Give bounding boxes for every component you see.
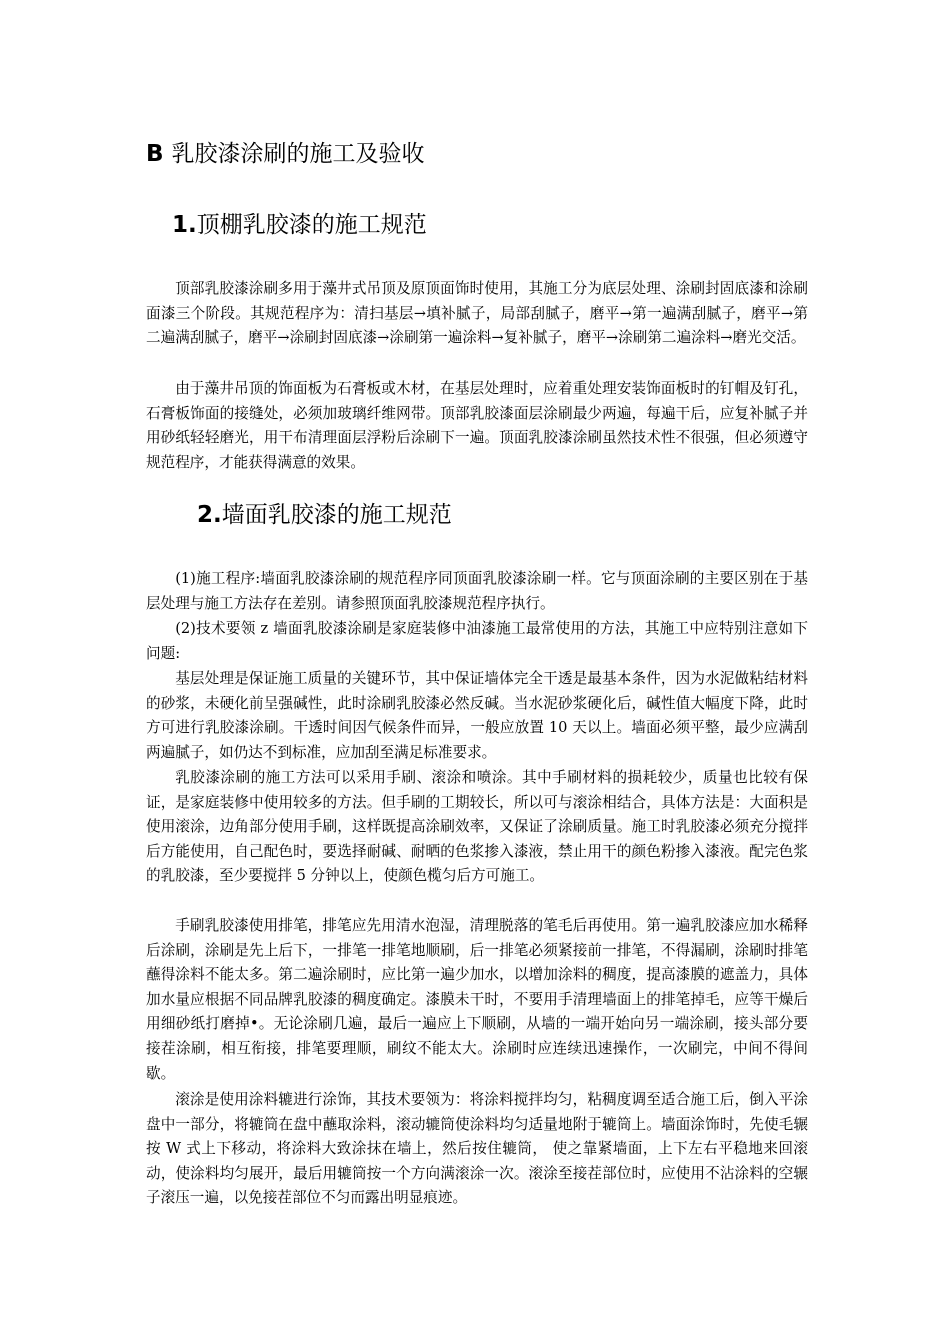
section-heading-wall bbox=[197, 499, 452, 531]
paragraph: (2)技术要领 z 墙面乳胶漆涂刷是家庭装修中油漆施工最常使用的方法，其施工中应特别注意如下问题: bbox=[146, 620, 808, 662]
paragraph: (1)施工程序:墙面乳胶漆涂刷的规范程序同顶面乳胶漆涂刷一样。它与顶面涂刷的主要区别在于基层处理与施工方法存在差别。请参照顶面乳胶漆规范程序执行。 bbox=[146, 570, 808, 612]
title-letter: B bbox=[146, 141, 164, 167]
section-heading-ceiling bbox=[172, 209, 427, 241]
paragraph: 手刷乳胶漆使用排笔，排笔应先用清水泡湿，清理脱落的笔毛后再使用。第一遍乳胶漆应加水稀释后涂刷，涂刷是先上后下，一排笔一排笔地顺刷，后一排笔必须紧接前一排笔，不得漏刷，涂刷时排笔蘸得涂料不能太多。第二遍涂刷时，应比第一遍少加水，以增加涂料的稠度，提高漆膜的遮盖力，具体加水量应根据不同品牌乳胶漆的稠度确定。漆膜未干时，不要用手清理墙面上的排笔掉毛，应等干燥后用细砂纸打磨掉•。无论涂刷几遍，最后一遍应上下顺刷，从墙的一端开始向另一端涂刷，接头部分要接茬涂刷，相互衔接，排笔要理顺，刷纹不能太大。涂刷时应连续迅速操作，一次刷完，中间不得间歇。 bbox=[146, 917, 808, 1082]
paragraph: 顶部乳胶漆涂刷多用于藻井式吊顶及原顶面饰时使用，其施工分为底层处理、涂刷封固底漆和涂刷面漆三个阶段。其规范程序为：清扫基层→填补腻子，局部刮腻子，磨平→第一遍满刮腻子，磨平→第二遍满刮腻子，磨平→涂刷封固底漆→涂刷第一遍涂料→复补腻子，磨平→涂刷第二遍涂料→磨光交活。 bbox=[146, 280, 808, 347]
section-number: 2. bbox=[197, 502, 222, 528]
page-title bbox=[146, 138, 425, 170]
paragraph: 滚涂是使用涂料辘进行涂饰，其技术要领为：将涂料搅拌均匀，粘稠度调至适合施工后，倒入平涂盘中一部分，将辘筒在盘中蘸取涂料，滚动辘筒使涂料均匀适量地附于辘筒上。墙面涂饰时，先使毛辗按 W 式上下移动，将涂料大致涂抹在墙上，然后按住辘筒， 使之靠紧墙面，上下左右平稳地来回滚动，使涂料均匀展开，最后用辘筒按一个方向满滚涂一次。滚涂至接茬部位时，应使用不沾涂料的空辗子滚压一遍，以免接茬部位不匀而露出明显痕迹。 bbox=[146, 1091, 808, 1207]
paragraph: 基层处理是保证施工质量的关键环节，其中保证墙体完全干透是最基本条件，因为水泥做粘结材料的砂浆，未硬化前呈强碱性，此时涂刷乳胶漆必然反碱。当水泥砂浆硬化后，碱性值大幅度下降，此时方可进行乳胶漆涂刷。干透时间因气候条件而异，一般应放置 10 天以上。墙面必须平整，最少应满刮两遍腻子，如仍达不到标准，应加刮至满足标准要求。 bbox=[146, 670, 808, 761]
paragraph: 乳胶漆涂刷的施工方法可以采用手刷、滚涂和喷涂。其中手刷材料的损耗较少，质量也比较有保证，是家庭装修中使用较多的方法。但手刷的工期较长，所以可与滚涂相结合，具体方法是：大面积是使用滚涂，边角部分使用手刷，这样既提高涂刷效率，又保证了涂刷质量。施工时乳胶漆必须充分搅拌后方能使用，自己配色时，要选择耐碱、耐晒的色浆掺入漆液，禁止用干的颜色粉掺入漆液。配完色浆的乳胶漆，至少要搅拌 5 分钟以上，使颜色榄匀后方可施工。 bbox=[146, 769, 808, 885]
paragraph: 由于藻井吊顶的饰面板为石膏板或木材，在基层处理时，应着重处理安装饰面板时的钉帽及钉孔，石膏板饰面的接缝处，必须加玻璃纤维网带。顶部乳胶漆面层涂刷最少两遍，每遍干后，应复补腻子并用砂纸轻轻磨光，用干布清理面层浮粉后涂刷下一遍。顶面乳胶漆涂刷虽然技术性不很强，但必须遵守规范程序，才能获得满意的效果。 bbox=[146, 380, 808, 471]
section-heading-text: 顶棚乳胶漆的施工规范 bbox=[196, 212, 427, 238]
title-text: 乳胶漆涂刷的施工及验收 bbox=[171, 141, 425, 167]
section-number: 1. bbox=[172, 212, 197, 238]
section-heading-text: 墙面乳胶漆的施工规范 bbox=[221, 502, 452, 528]
